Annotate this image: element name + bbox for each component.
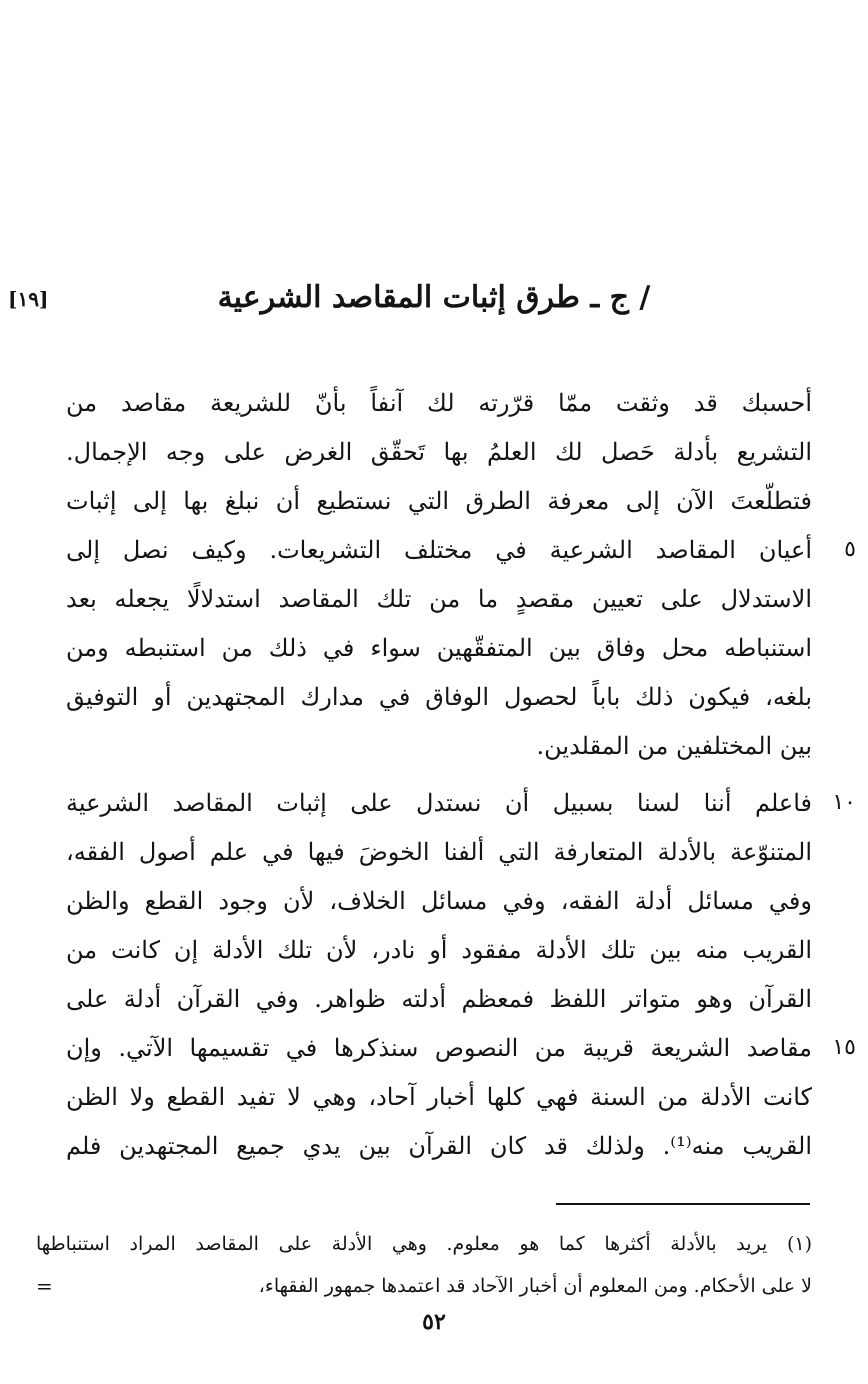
body-line: أعيان المقاصد الشرعية في مختلف التشريعات. وكيف نصل إلى [66, 536, 812, 564]
body-line: وفي مسائل أدلة الفقه، وفي مسائل الخلاف، لأن وجود القطع والظن [66, 887, 812, 915]
original-page-reference: [١٩] [8, 287, 49, 311]
body-line: مقاصد الشريعة قريبة من النصوص سنذكرها في تقسيمها الآتي. وإن [66, 1034, 812, 1062]
body-line: أحسبك قد وثقت ممّا قرّرته لك آنفاً بأنّ للشريعة مقاصد من [66, 389, 812, 417]
body-line: المتنوّعة بالأدلة المتعارفة التي ألفنا الخوضَ فيها في علم أصول الفقه، [66, 838, 812, 866]
line-number: ٥ [844, 537, 856, 562]
body-line: بين المختلفين من المقلدين. [536, 732, 812, 760]
line-number: ١٥ [832, 1035, 856, 1060]
footnote-line: (١) يريد بالأدلة أكثرها كما هو معلوم. وهي الأدلة على المقاصد المراد استنباطها [36, 1233, 812, 1255]
body-line: الاستدلال على تعيين مقصدٍ ما من تلك المقاصد استدلالًا يجعله بعد [66, 585, 812, 613]
body-line: القرآن وهو متواتر اللفظ فمعظم أدلته ظواهر. وفي القرآن أدلة على [66, 985, 812, 1013]
footnote-line: لا على الأحكام. ومن المعلوم أن أخبار الآحاد قد اعتمدها جمهور الفقهاء، [258, 1275, 812, 1297]
body-line: كانت الأدلة من السنة فهي كلها أخبار آحاد، وهي لا تفيد القطع ولا الظن [66, 1083, 812, 1111]
body-line: التشريع بأدلة حَصل لك العلمُ بها تَحقّق الغرض على وجه الإجمال. [66, 438, 812, 466]
footnote-continuation-mark: = [36, 1274, 53, 1298]
body-line: استنباطه محل وفاق بين المتفقّهين سواء في ذلك من استنبطه ومن [66, 634, 812, 662]
footnote-separator [556, 1203, 810, 1205]
body-line: القريب منه بين تلك الأدلة مفقود أو نادر، لأن تلك الأدلة إن كانت من [66, 936, 812, 964]
body-line: القريب منه⁽¹⁾. ولذلك قد كان القرآن بين يدي جميع المجتهدين فلم [66, 1132, 812, 1160]
body-line: بلغه، فيكون ذلك باباً لحصول الوفاق في مدارك المجتهدين أو التوفيق [66, 683, 812, 711]
section-title: / ج ـ طرق إثبات المقاصد الشرعية [217, 280, 651, 315]
body-line: فاعلم أننا لسنا بسبيل أن نستدل على إثبات المقاصد الشرعية [66, 789, 812, 817]
page-number: ٥٢ [422, 1309, 446, 1335]
line-number: ١٠ [832, 790, 856, 815]
body-line: فتطلّعتَ الآن إلى معرفة الطرق التي نستطيع أن نبلغ بها إلى إثبات [66, 487, 812, 515]
